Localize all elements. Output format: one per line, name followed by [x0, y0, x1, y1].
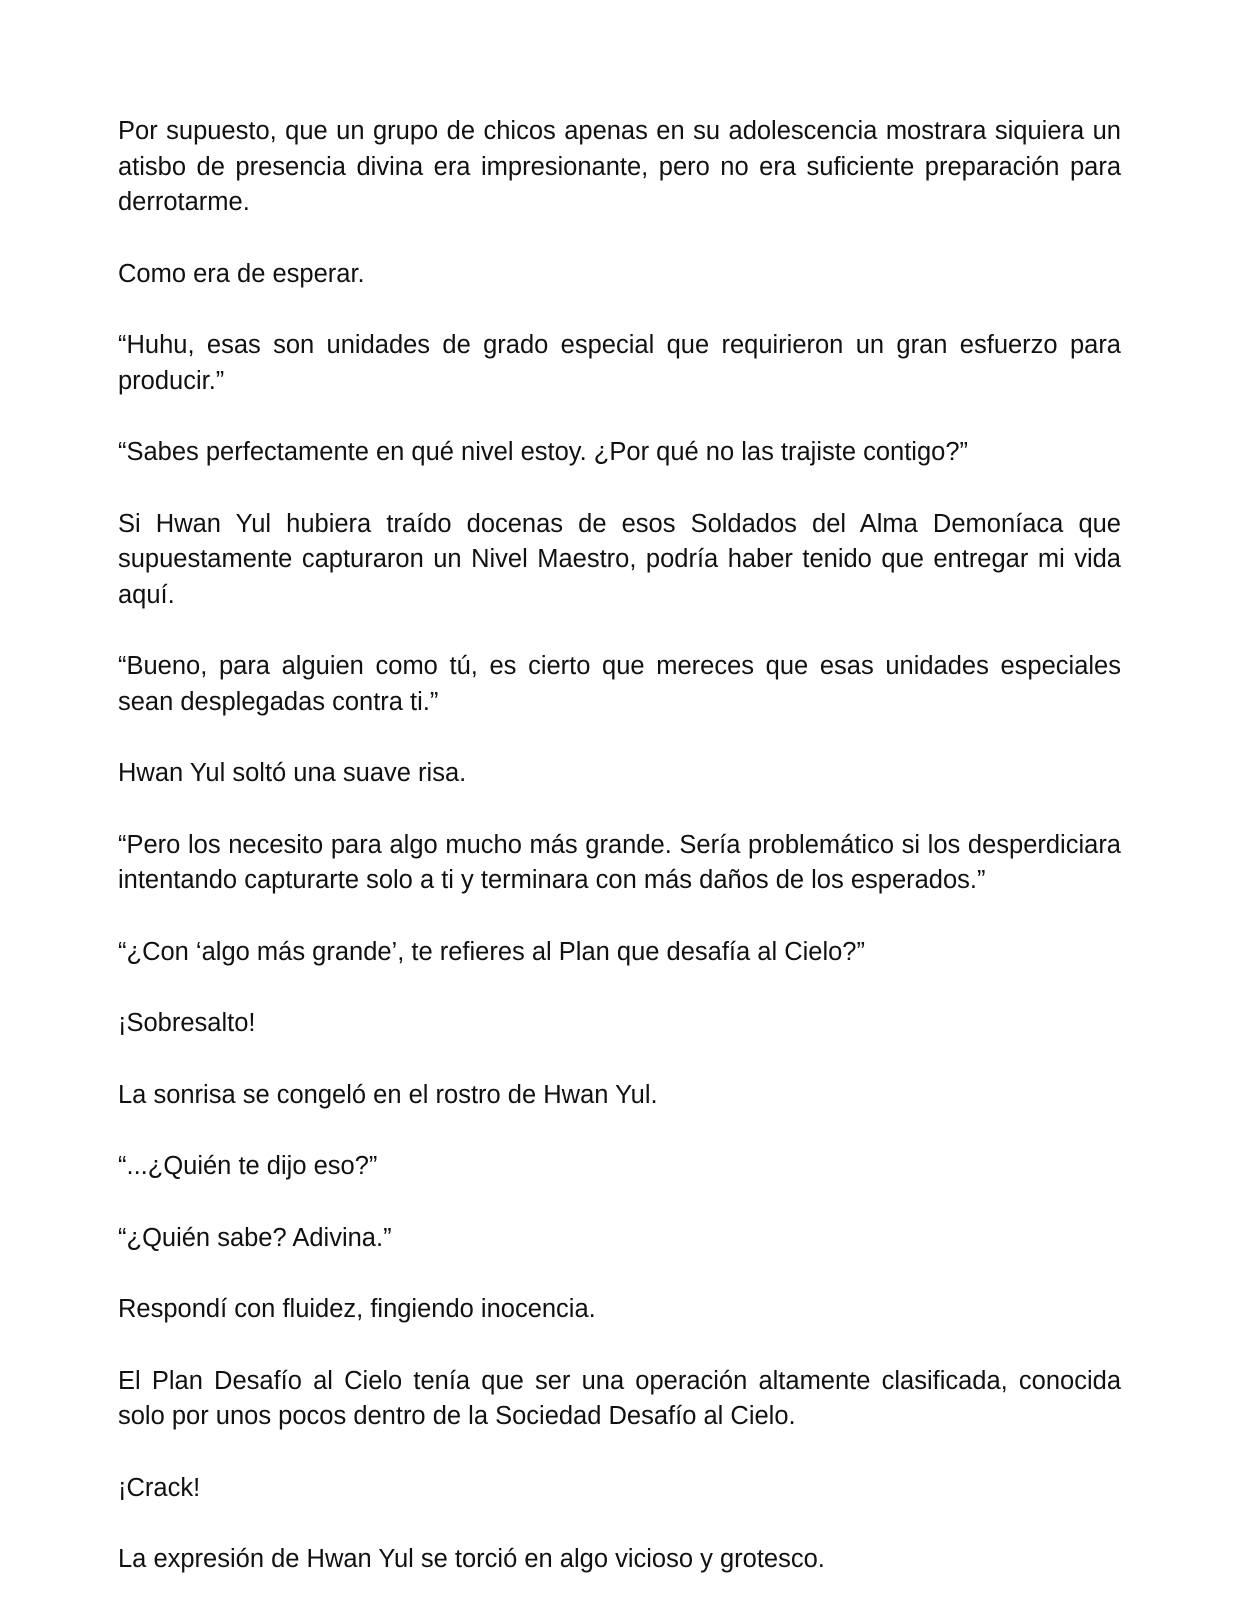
paragraph: La sonrisa se congeló en el rostro de Hwan Yul. [118, 1080, 658, 1109]
paragraph: “Pero los necesito para algo mucho más grande. Sería problemático si los desperdiciara intentando capturarte solo a ti y terminara con más daños de los esperados.” [118, 830, 1121, 894]
paragraph: “Bueno, para alguien como tú, es cierto que mereces que esas unidades especiales sean desplegadas contra ti.” [118, 652, 1121, 716]
paragraph: La expresión de Hwan Yul se torció en algo vicioso y grotesco. [118, 1545, 825, 1573]
paragraph: El Plan Desafío al Cielo tenía que ser una operación altamente clasificada, conocida solo por unos pocos dentro de la Sociedad Desafío al Cielo. [118, 1366, 1121, 1430]
paragraph: “¿Con ‘algo más grande’, te refieres al Plan que desafía al Cielo?” [118, 937, 865, 966]
paragraph: Hwan Yul soltó una suave risa. [118, 759, 467, 787]
paragraph: ¡Crack! [118, 1473, 201, 1502]
paragraph: “Huhu, esas son unidades de grado especial que requirieron un gran esfuerzo para producir.” [118, 331, 1121, 395]
paragraph: Por supuesto, que un grupo de chicos apenas en su adolescencia mostrara siquiera un atisbo de presencia divina era impresionante, pero no era suficiente preparación para derrotarme. [118, 117, 1121, 216]
paragraph: Respondí con fluidez, fingiendo inocencia. [118, 1295, 596, 1323]
paragraph: ¡Sobresalto! [118, 1009, 256, 1037]
paragraph: “¿Quién sabe? Adivina.” [118, 1223, 392, 1252]
paragraph: “...¿Quién te dijo eso?” [118, 1152, 378, 1180]
paragraph: “Sabes perfectamente en qué nivel estoy. ¿Por qué no las trajiste contigo?” [118, 438, 969, 466]
document-page [118, 114, 1121, 1578]
paragraph: Si Hwan Yul hubiera traído docenas de esos Soldados del Alma Demoníaca que supuestamente capturaron un Nivel Maestro, podría haber tenido que entregar mi vida aquí. [118, 509, 1121, 609]
paragraph: Como era de esperar. [118, 259, 365, 288]
